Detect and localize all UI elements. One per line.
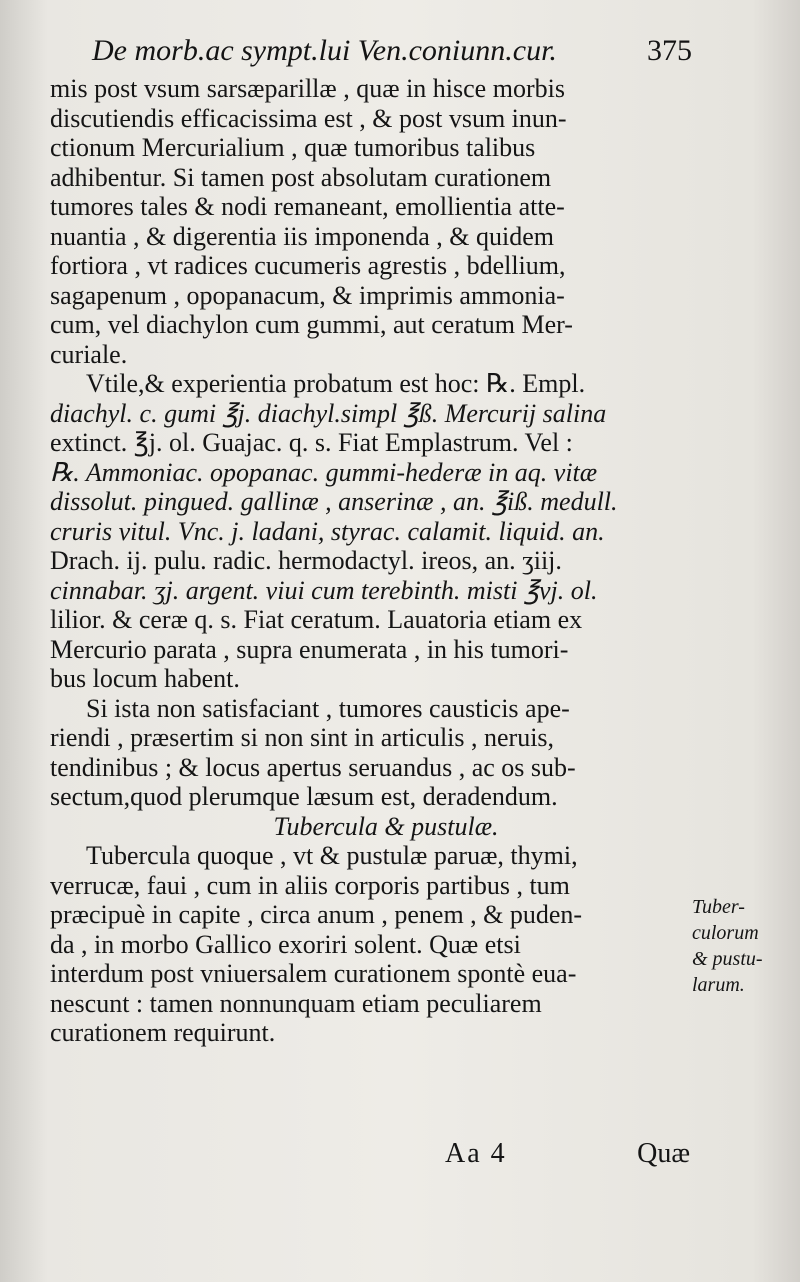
text-line: Drach. ij. pulu. radic. hermodactyl. ireos, an. ʒiij. [50,546,562,575]
text-line: riendi , præsertim si non sint in articulis , neruis, [50,723,555,752]
text-line: da , in morbo Gallico exoriri solent. Quæ etsi [50,929,521,959]
text-line: cum, vel diachylon cum gummi, aut ceratum Mer- [50,310,573,339]
text-line: adhibentur. Si tamen post absolutam curationem [50,162,552,192]
text-line: tendinibus ; & locus apertus seruandus , ac os sub- [50,752,576,782]
text-line: cruris vitul. Vnc. j. ladani, styrac. calamit. liquid. an. [50,516,605,546]
signature-mark: Aa 4 [445,1138,507,1169]
margin-note-line: Tuber- [692,896,745,918]
text-line: interdum post vniuersalem curationem spontè eua- [50,959,577,988]
text-line: ℞. Ammoniac. opopanac. gummi-hederæ in aq. vitæ [50,457,598,487]
text-line: ctionum Mercurialium , quæ tumoribus talibus [50,133,536,162]
text-line: Tubercula quoque , vt & pustulæ paruæ, thymi, [86,841,578,870]
text-line: tumores tales & nodi remaneant, emollientia atte- [50,192,565,221]
running-head [92,34,692,74]
text-line: diachyl. c. gumi ℥j. diachyl.simpl ℥ß. Mercurij salina [50,398,607,428]
text-line: fortiora , vt radices cucumeris agrestis , bdellium, [50,251,566,280]
text-line: mis post vsum sarsæparillæ , quæ in hisce morbis [50,74,565,103]
text-line: nescunt : tamen nonnunquam etiam peculiarem [50,988,542,1018]
margin-note-line: culorum [692,922,759,944]
running-title: De morb.ac sympt.lui Ven.coniunn.cur. [92,34,557,67]
text-line: Si ista non satisfaciant , tumores causticis ape- [86,693,570,723]
text-line: dissolut. pingued. gallinæ , anserinæ , an. ℥iß. medull. [50,487,618,516]
page-number: 375 [647,34,692,67]
text-line: Vtile,& experientia probatum est hoc: ℞. Empl. [86,369,586,398]
text-line: nuantia , & digerentia iis imponenda , & quidem [50,221,555,251]
text-line: cinnabar. ʒj. argent. viui cum terebinth. misti ℥vj. ol. [50,575,598,605]
text-line: sectum,quod plerumque læsum est, deradendum. [50,782,558,811]
text-line: lilior. & ceræ q. s. Fiat ceratum. Lauatoria etiam ex [50,605,583,634]
text-line: curationem requirunt. [50,1018,276,1047]
page-footer [50,1138,690,1178]
margin-note-line: larum. [692,974,745,996]
text-line: præcipuè in capite , circa anum , penem , & puden- [50,900,583,929]
text-line: discutiendis efficacissima est , & post vsum inun- [50,103,567,133]
margin-note [692,894,792,998]
text-line: bus locum habent. [50,664,240,693]
catchword: Quæ [637,1138,690,1169]
text-line: Mercurio parata , supra enumerata , in his tumori- [50,634,569,664]
text-line: curiale. [50,339,128,369]
text-line: extinct. ℥j. ol. Guajac. q. s. Fiat Emplastrum. Vel : [50,428,573,457]
body-text [50,74,682,1048]
text-line: verrucæ, faui , cum in aliis corporis partibus , tum [50,870,570,900]
text-line: sagapenum , opopanacum, & imprimis ammonia- [50,280,565,310]
section-heading: Tubercula & pustulæ. [273,811,499,841]
margin-note-line: & pustu- [692,948,763,970]
